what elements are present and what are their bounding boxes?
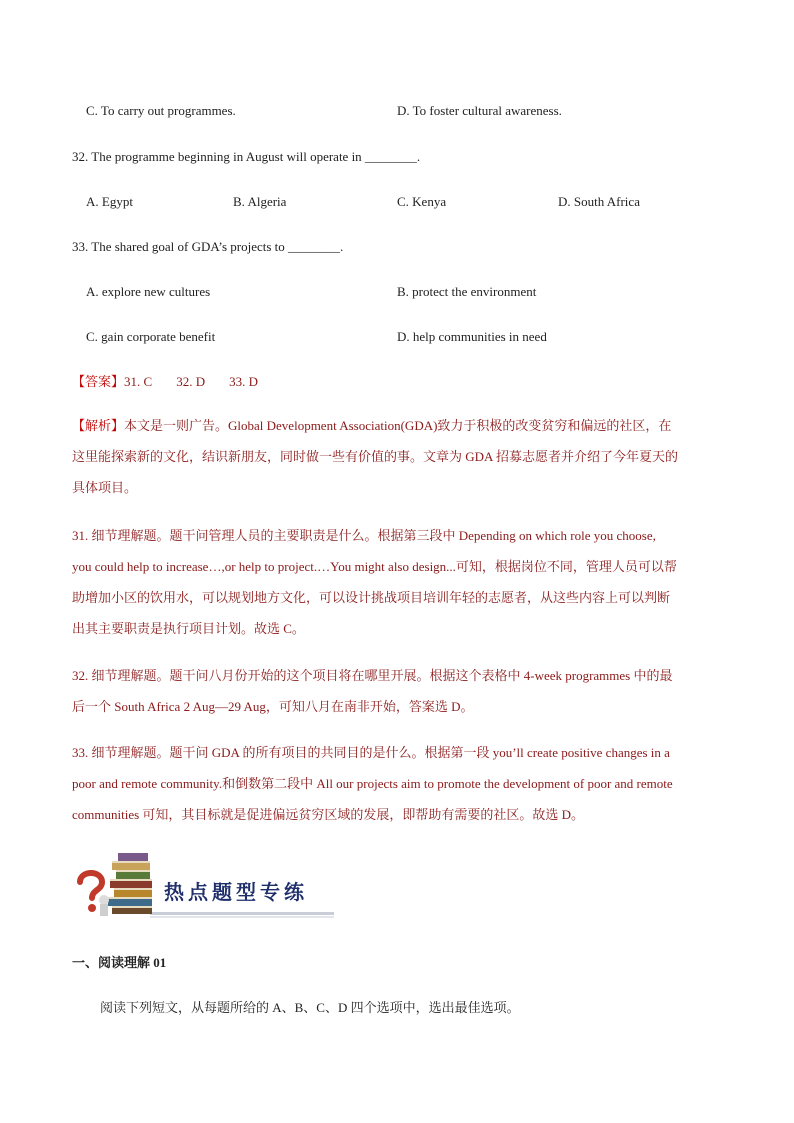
explanation-line: 33. 细节理解题。题干问 GDA 的所有项目的共同目的是什么。根据第一段 you’ll create positive changes in a xyxy=(72,745,670,760)
section-instruction: 阅读下列短文，从每题所给的 A、B、C、D 四个选项中，选出最佳选项。 xyxy=(100,1000,520,1015)
explanation-31 xyxy=(72,520,724,644)
q32-stem: 32. The programme beginning in August will operate in ________. xyxy=(72,149,421,164)
q31-option-d: D. To foster cultural awareness. xyxy=(397,103,562,118)
analysis-line: 这里能探索新的文化，结识新朋友，同时做一些有价值的事。文章为 GDA 招募志愿者并介绍了今年夏天的 xyxy=(72,449,678,464)
question-mark-icon xyxy=(80,873,109,916)
explanation-32 xyxy=(72,660,724,722)
section-heading: 一、阅读理解 01 xyxy=(72,955,167,970)
analysis-line: 具体项目。 xyxy=(72,480,138,495)
q33-stem: 33. The shared goal of GDA’s projects to ________. xyxy=(72,239,344,254)
answer-item: 33. D xyxy=(229,374,258,389)
explanation-line: 助增加小区的饮用水，可以规划地方文化，可以设计挑战项目培训年轻的志愿者，从这些内容上可以判断 xyxy=(72,590,671,605)
explanation-line: 后一个 South Africa 2 Aug—29 Aug，可知八月在南非开始，答案选 D。 xyxy=(72,699,474,714)
q33-option-b: B. protect the environment xyxy=(397,284,537,299)
q33-option-a: A. explore new cultures xyxy=(86,284,211,299)
q33-option-c: C. gain corporate benefit xyxy=(86,329,216,344)
analysis-paragraph xyxy=(72,410,724,503)
explanation-line: poor and remote community.和倒数第二段中 All our projects aim to promote the development of poor and remote xyxy=(72,776,673,791)
q32-option-d: D. South Africa xyxy=(558,194,640,209)
explanation-line: 32. 细节理解题。题干问八月份开始的这个项目将在哪里开展。根据这个表格中 4-week programmes 中的最 xyxy=(72,668,673,683)
answer-item: 31. C xyxy=(124,374,153,389)
explanation-line: communities 可知，其目标就是促进偏远贫穷区域的发展，即帮助有需要的社区。故选 D。 xyxy=(72,807,585,822)
answer-item: 32. D xyxy=(176,374,206,389)
explanation-line: 出其主要职责是执行项目计划。故选 C。 xyxy=(72,621,305,636)
explanation-line: 31. 细节理解题。题干问管理人员的主要职责是什么。根据第三段中 Depending on which role you choose, xyxy=(72,528,656,543)
q32-option-c: C. Kenya xyxy=(397,194,447,209)
book-stack-icon xyxy=(108,853,152,914)
explanation-33 xyxy=(72,737,724,830)
q31-option-c: C. To carry out programmes. xyxy=(86,103,236,118)
answer-label: 【答案】 xyxy=(72,374,125,389)
analysis-line: 【解析】本文是一则广告。Global Development Association(GDA)致力于积极的改变贫穷和偏远的社区，在 xyxy=(72,418,672,433)
q33-option-d: D. help communities in need xyxy=(397,329,547,344)
answer-line xyxy=(72,373,258,391)
banner-title: 热点题型专练 xyxy=(164,880,308,904)
banner-underline xyxy=(150,912,334,915)
analysis-label: 【解析】 xyxy=(72,418,125,433)
explanation-line: you could help to increase…,or help to project.…You might also design...可知，根据岗位不同，管理人员可以帮 xyxy=(72,559,677,574)
q32-option-b: B. Algeria xyxy=(233,194,287,209)
q32-option-a: A. Egypt xyxy=(86,194,133,209)
